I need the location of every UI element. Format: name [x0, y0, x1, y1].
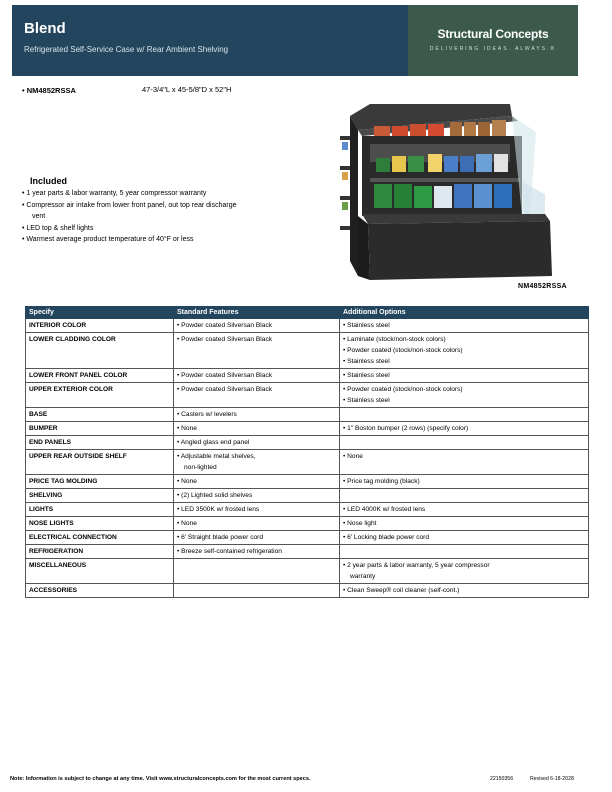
spec-feature-cell: SHELVING [26, 489, 174, 503]
spec-table-header-row [26, 307, 589, 319]
table-row [26, 436, 589, 450]
additional-option-cell [340, 333, 589, 369]
additional-option-line: • Clean Sweep® coil cleaner (self-cont.) [343, 587, 460, 594]
standard-feature-cell [174, 517, 340, 531]
additional-option-cell [340, 369, 589, 383]
header-specify: Specify [26, 307, 174, 319]
additional-option-cell [340, 408, 589, 422]
header-additional-options: Additional Options [340, 307, 589, 319]
standard-feature-line: • None [177, 478, 197, 485]
standard-feature-line: • Powder coated Silversan Black [177, 386, 273, 393]
spec-feature-cell: UPPER EXTERIOR COLOR [26, 383, 174, 408]
additional-option-cell [340, 475, 589, 489]
header-standard-features: Standard Features [174, 307, 340, 319]
spec-feature-cell: LOWER CLADDING COLOR [26, 333, 174, 369]
standard-feature-cell [174, 559, 340, 584]
standard-feature-cell [174, 503, 340, 517]
spec-feature-cell: UPPER REAR OUTSIDE SHELF [26, 450, 174, 475]
additional-option-line: • 1" Boston bumper (2 rows) (specify color) [343, 425, 469, 432]
header-stripe [578, 5, 608, 76]
standard-feature-line: • (2) Lighted solid shelves [177, 492, 253, 499]
table-row [26, 584, 589, 598]
standard-feature-line: • LED 3500K w/ frosted lens [177, 506, 260, 513]
included-heading: Included [30, 176, 68, 186]
standard-feature-cell [174, 408, 340, 422]
spec-feature-cell: MISCELLANEOUS [26, 559, 174, 584]
additional-option-cell [340, 517, 589, 531]
standard-feature-cell [174, 475, 340, 489]
product-image [340, 96, 580, 286]
included-item: • Compressor air intake from lower front panel, out top rear discharge [22, 201, 237, 209]
additional-option-cell [340, 545, 589, 559]
table-row [26, 503, 589, 517]
model-number: • NM4852RSSA [22, 86, 76, 95]
spec-table [25, 306, 589, 598]
additional-option-line: • Powder coated (stock/non-stock colors) [343, 386, 463, 393]
additional-option-line: • Stainless steel [343, 397, 390, 404]
brand-tagline: DELIVERING IDEAS. ALWAYS.® [429, 46, 557, 52]
standard-feature-line: • Adjustable metal shelves, [177, 453, 256, 460]
additional-option-cell [340, 436, 589, 450]
table-row [26, 383, 589, 408]
standard-feature-line: • Powder coated Silversan Black [177, 322, 273, 329]
additional-option-line: • Price tag molding (black) [343, 478, 420, 485]
standard-feature-cell [174, 383, 340, 408]
included-item: • Warmest average product temperature of 40°F or less [22, 236, 194, 243]
spec-feature-cell: ELECTRICAL CONNECTION [26, 531, 174, 545]
additional-option-line: • Nose light [343, 520, 377, 527]
additional-option-line: • 2 year parts & labor warranty, 5 year compressor [343, 562, 490, 569]
spec-feature-cell: REFRIGERATION [26, 545, 174, 559]
additional-option-cell [340, 584, 589, 598]
brand-name: Structural Concepts [437, 27, 549, 41]
additional-option-cell [340, 559, 589, 584]
standard-feature-line: • Powder coated Silversan Black [177, 336, 273, 343]
additional-option-line: • Powder coated (stock/non-stock colors) [343, 347, 463, 354]
table-row [26, 517, 589, 531]
table-row [26, 531, 589, 545]
footer-revision-date: Revised 6-18-2028 [530, 776, 574, 782]
standard-feature-cell [174, 531, 340, 545]
additional-option-line: • Stainless steel [343, 322, 390, 329]
additional-option-cell [340, 319, 589, 333]
standard-feature-cell [174, 436, 340, 450]
table-row [26, 475, 589, 489]
standard-feature-cell [174, 333, 340, 369]
spec-feature-cell: BASE [26, 408, 174, 422]
table-row [26, 422, 589, 436]
standard-feature-line: • Powder coated Silversan Black [177, 372, 273, 379]
page-title: Blend [24, 20, 66, 37]
table-row [26, 545, 589, 559]
standard-feature-line: • Angled glass end panel [177, 439, 250, 446]
additional-option-cell [340, 489, 589, 503]
table-row [26, 319, 589, 333]
spec-feature-cell: LOWER FRONT PANEL COLOR [26, 369, 174, 383]
footer-note: Note: Information is subject to change at any time. Visit www.structuralconcepts.com for the most current specs. [10, 776, 311, 782]
standard-feature-cell [174, 545, 340, 559]
standard-feature-line: • Casters w/ levelers [177, 411, 237, 418]
additional-option-cell [340, 422, 589, 436]
table-row [26, 408, 589, 422]
standard-feature-cell [174, 319, 340, 333]
standard-feature-cell [174, 422, 340, 436]
additional-option-line: • Stainless steel [343, 358, 390, 365]
spec-feature-cell: BUMPER [26, 422, 174, 436]
spec-feature-cell: INTERIOR COLOR [26, 319, 174, 333]
included-item: vent [32, 213, 46, 220]
additional-option-cell [340, 383, 589, 408]
standard-feature-cell [174, 584, 340, 598]
included-item: • 1 year parts & labor warranty, 5 year compressor warranty [22, 190, 207, 197]
additional-option-line: • None [343, 453, 363, 460]
standard-feature-cell [174, 369, 340, 383]
standard-feature-cell [174, 450, 340, 475]
additional-option-cell [340, 531, 589, 545]
header-banner [12, 5, 408, 76]
spec-feature-cell: NOSE LIGHTS [26, 517, 174, 531]
product-image-label: NM4852RSSA [518, 283, 567, 290]
table-row [26, 333, 589, 369]
table-row [26, 559, 589, 584]
additional-option-line: • LED 4000K w/ frosted lens [343, 506, 426, 513]
included-list [22, 188, 292, 246]
standard-feature-cell [174, 489, 340, 503]
standard-feature-line: • 6' Straight blade power cord [177, 534, 264, 541]
spec-feature-cell: PRICE TAG MOLDING [26, 475, 174, 489]
included-item: • LED top & shelf lights [22, 224, 94, 232]
page-subtitle: Refrigerated Self-Service Case w/ Rear Ambient Shelving [24, 45, 229, 54]
spec-feature-cell: ACCESSORIES [26, 584, 174, 598]
additional-option-line: warranty [350, 573, 376, 580]
additional-option-line: • Stainless steel [343, 372, 390, 379]
standard-feature-line: • Breeze self-contained refrigeration [177, 548, 282, 555]
spec-feature-cell: END PANELS [26, 436, 174, 450]
model-dimensions: 47-3/4"L x 45-5/8"D x 52"H [142, 85, 232, 94]
spec-feature-cell: LIGHTS [26, 503, 174, 517]
standard-feature-line: non-lighted [184, 464, 217, 471]
standard-feature-line: • None [177, 520, 197, 527]
footer-document-code: 22150356 [490, 776, 514, 782]
standard-feature-line: • None [177, 425, 197, 432]
additional-option-line: • Laminate (stock/non-stock colors) [343, 336, 446, 343]
table-row [26, 369, 589, 383]
table-row [26, 489, 589, 503]
additional-option-cell [340, 503, 589, 517]
brand-logo [408, 5, 578, 76]
additional-option-cell [340, 450, 589, 475]
additional-option-line: • 6' Locking blade power cord [343, 534, 430, 541]
table-row [26, 450, 589, 475]
